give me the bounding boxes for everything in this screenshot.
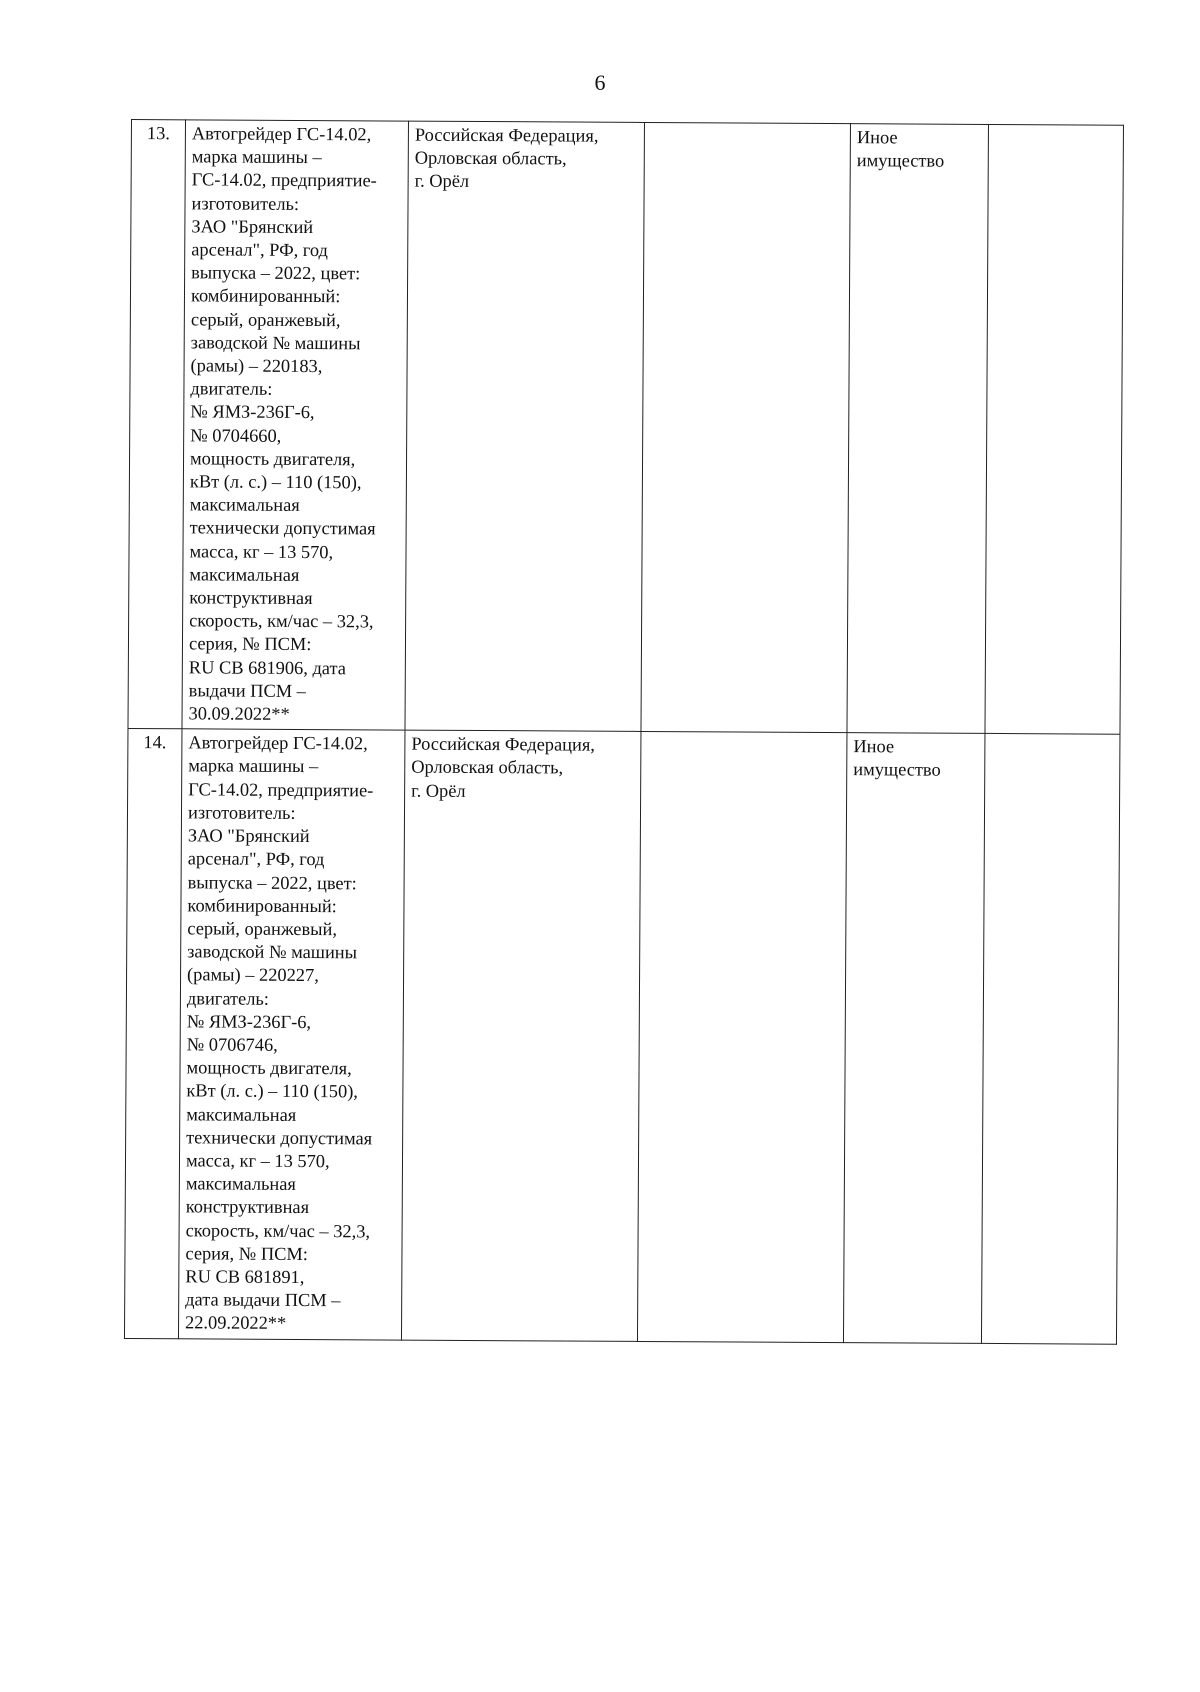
- table-row: [128, 120, 1123, 735]
- description-line: мощность двигателя,: [186, 1057, 352, 1079]
- description-line: заводской № машины: [190, 332, 361, 354]
- location-line: г. Орёл: [414, 171, 470, 192]
- description-line: Автогрейдер ГС-14.02,: [188, 732, 368, 754]
- description-line: 22.09.2022**: [185, 1312, 287, 1334]
- description-line: скорость, км/час – 32,3,: [185, 1219, 371, 1241]
- description-line: арсенал", РФ, год: [187, 848, 325, 870]
- category-line: имущество: [853, 759, 941, 781]
- description-line: максимальная: [186, 1103, 297, 1125]
- description-line: максимальная: [189, 494, 300, 516]
- description-line: технически допустимая: [186, 1127, 373, 1149]
- category-line: Иное: [853, 736, 895, 757]
- description-line: заводской № машины: [187, 941, 358, 963]
- page-number: 6: [594, 70, 606, 95]
- description-line: максимальная: [189, 564, 300, 585]
- description-line: двигатель:: [186, 987, 269, 1009]
- description-line: скорость, км/час – 32,3,: [189, 610, 374, 632]
- category-line: имущество: [856, 150, 945, 171]
- description-line: RU CB 681906, дата: [188, 657, 347, 678]
- location-cell: [405, 121, 645, 732]
- description-line: серия, № ПСМ:: [185, 1243, 308, 1264]
- description-line: № 0706746,: [186, 1034, 278, 1055]
- description-cell: [178, 729, 405, 1340]
- description-line: Автогрейдер ГС-14.02,: [191, 123, 372, 145]
- description-line: ГС-14.02, предприятие-: [188, 779, 374, 801]
- description-line: ЗАО "Брянский: [191, 216, 314, 237]
- description-line: марка машины –: [188, 755, 319, 777]
- description-line: мощность двигателя,: [189, 448, 356, 470]
- description-line: марка машины –: [191, 146, 322, 168]
- description-line: изготовитель:: [191, 192, 300, 214]
- description-line: кВт (л. с.) – 110 (150),: [189, 471, 362, 493]
- category-line: Иное: [856, 127, 898, 148]
- description-line: выпуска – 2022, цвет:: [187, 871, 357, 893]
- empty-cell: [637, 732, 847, 1342]
- description-line: выпуска – 2022, цвет:: [191, 262, 361, 284]
- location-line: Орловская область,: [414, 147, 567, 169]
- description-line: двигатель:: [190, 378, 273, 400]
- description-line: № 0704660,: [190, 424, 282, 446]
- description-line: серия, № ПСМ:: [188, 633, 312, 655]
- empty-cell: [981, 734, 1120, 1344]
- description-line: комбинированный:: [190, 285, 341, 307]
- table-row: [124, 729, 1119, 1344]
- property-table-body: [124, 120, 1123, 1344]
- category-cell: [847, 124, 989, 734]
- description-line: ЗАО "Брянский: [187, 825, 310, 847]
- category-cell: [843, 733, 985, 1343]
- description-line: максимальная: [185, 1173, 296, 1195]
- description-line: изготовитель:: [187, 802, 296, 823]
- description-line: (рамы) – 220183,: [190, 355, 323, 377]
- empty-cell: [641, 122, 851, 732]
- description-line: технически допустимая: [189, 517, 376, 539]
- description-line: конструктивная: [189, 587, 313, 609]
- description-line: № ЯМЗ-236Г-6,: [186, 1011, 312, 1032]
- description-line: комбинированный:: [187, 895, 337, 916]
- description-line: 30.09.2022**: [188, 703, 290, 725]
- location-line: г. Орёл: [411, 780, 466, 801]
- description-line: масса, кг – 13 570,: [189, 541, 334, 562]
- description-cell: [182, 120, 409, 731]
- location-cell: [401, 730, 641, 1341]
- description-line: конструктивная: [185, 1196, 310, 1218]
- description-line: RU CB 681891,: [185, 1266, 305, 1287]
- description-line: масса, кг – 13 570,: [185, 1150, 330, 1172]
- empty-cell: [985, 124, 1124, 734]
- row-number-cell: 14.: [124, 729, 182, 1339]
- description-line: выдачи ПСМ –: [188, 680, 306, 701]
- description-line: дата выдачи ПСМ –: [185, 1289, 341, 1311]
- description-line: арсенал", РФ, год: [191, 239, 329, 261]
- row-number-cell: 13.: [128, 120, 186, 730]
- location-line: Российская Федерация,: [414, 124, 599, 146]
- description-line: (рамы) – 220227,: [187, 964, 319, 986]
- description-line: серый, оранжевый,: [190, 308, 341, 330]
- description-line: № ЯМЗ-236Г-6,: [190, 401, 315, 423]
- description-line: ГС-14.02, предприятие-: [191, 169, 377, 191]
- property-table: [124, 119, 1124, 1344]
- description-line: кВт (л. с.) – 110 (150),: [186, 1080, 359, 1102]
- location-line: Российская Федерация,: [411, 733, 596, 755]
- location-line: Орловская область,: [411, 757, 564, 778]
- description-line: серый, оранжевый,: [187, 918, 338, 940]
